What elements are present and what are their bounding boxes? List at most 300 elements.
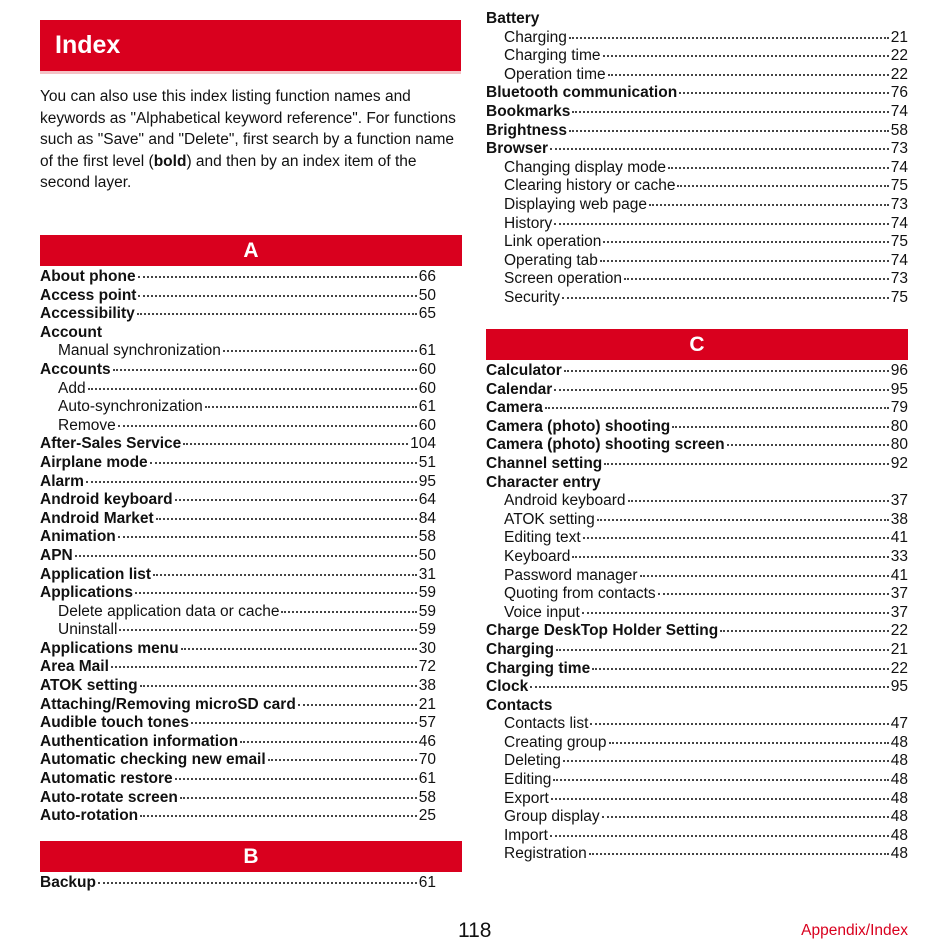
index-entry <box>40 733 436 752</box>
index-entry <box>40 640 436 659</box>
dot-leader <box>175 499 417 501</box>
entry-term: Accounts <box>40 360 111 378</box>
intro-text-1: You can also use this index listing function names and keywords as "Alphabetical keyword reference". For functions such as "Save" and "Delete", first search by a function name of the first level ( <box>40 88 456 170</box>
dot-leader <box>592 668 889 670</box>
entry-term: About phone <box>40 268 136 285</box>
entry-term: Applications <box>40 584 134 602</box>
entry-page-number[interactable]: 22 <box>890 659 908 677</box>
dot-leader <box>138 276 417 278</box>
dot-leader <box>609 742 889 744</box>
entry-term: Displaying web page <box>504 195 648 213</box>
entry-term: Manual synchronization <box>58 342 221 360</box>
dot-leader <box>140 685 417 687</box>
index-entry <box>40 677 436 696</box>
entry-page-number[interactable]: 74 <box>890 251 908 269</box>
entry-term: Attaching/Removing microSD card <box>40 695 296 713</box>
dot-leader <box>603 55 889 57</box>
entry-page-number[interactable]: 80 <box>890 417 908 435</box>
entry-term: Calculator <box>486 362 562 379</box>
entry-page-number[interactable]: 72 <box>418 658 436 676</box>
entry-page-number[interactable]: 21 <box>418 695 436 713</box>
entry-page-number[interactable]: 92 <box>890 454 908 472</box>
dot-leader <box>550 148 889 150</box>
entry-page-number[interactable]: 37 <box>890 585 908 603</box>
entry-page-number[interactable]: 48 <box>890 752 908 770</box>
entry-page-number[interactable]: 59 <box>418 602 436 620</box>
intro-text-2: ) and then by an index item of the second layer. <box>40 152 417 191</box>
entry-page-number[interactable]: 66 <box>418 268 436 285</box>
dot-leader <box>268 759 417 761</box>
entry-page-number[interactable]: 38 <box>418 677 436 695</box>
index-entry <box>40 435 436 454</box>
index-entry <box>40 324 436 343</box>
index-subentry <box>40 342 436 361</box>
index-entry <box>40 510 436 529</box>
index-entry <box>486 10 908 29</box>
index-entry <box>486 474 908 493</box>
intro-bold-word: bold <box>153 152 187 170</box>
dot-leader <box>88 388 417 390</box>
dot-leader <box>183 443 408 445</box>
entry-term: Camera <box>486 399 543 417</box>
entry-term: APN <box>40 546 73 564</box>
index-subentry <box>486 734 908 753</box>
index-subentry <box>486 567 908 586</box>
entry-page-number[interactable]: 79 <box>890 399 908 417</box>
entry-page-number[interactable]: 48 <box>890 826 908 844</box>
index-entry <box>486 660 908 679</box>
index-entry <box>486 122 908 141</box>
dot-leader <box>530 686 889 688</box>
entry-page-number[interactable]: 73 <box>890 195 908 213</box>
index-subentry <box>486 29 908 48</box>
entry-page-number[interactable]: 59 <box>418 621 436 639</box>
entry-term: Authentication information <box>40 732 239 750</box>
dot-leader <box>604 463 888 465</box>
entry-term: Uninstall <box>58 621 118 639</box>
dot-leader <box>572 111 888 113</box>
entry-term: Registration <box>504 845 587 863</box>
entry-page-number[interactable]: 60 <box>418 360 436 378</box>
index-entry <box>40 473 436 492</box>
entry-page-number[interactable]: 95 <box>418 472 436 490</box>
entry-page-number[interactable]: 74 <box>890 214 908 232</box>
entry-term: Contacts <box>486 696 553 714</box>
index-entry <box>486 436 908 455</box>
entry-page-number[interactable]: 21 <box>890 28 908 46</box>
entry-page-number[interactable]: 51 <box>418 453 436 471</box>
index-entry <box>40 751 436 770</box>
entry-term: Link operation <box>504 233 602 251</box>
entry-term: Android keyboard <box>40 491 173 509</box>
entry-page-number[interactable]: 37 <box>890 603 908 621</box>
entry-page-number[interactable]: 21 <box>890 640 908 658</box>
entry-page-number[interactable]: 61 <box>418 874 436 891</box>
dot-leader <box>156 518 417 520</box>
dot-leader <box>602 816 889 818</box>
entry-term: Application list <box>40 565 152 583</box>
page-title: Index <box>55 31 121 59</box>
entry-term: Add <box>58 379 86 397</box>
entry-term: Android keyboard <box>504 492 626 510</box>
entry-term: Contacts list <box>504 715 589 733</box>
entry-term: Browser <box>486 140 549 158</box>
section-header-a: A <box>40 235 462 266</box>
dot-leader <box>583 537 889 539</box>
entry-term: Character entry <box>486 473 601 491</box>
entry-page-number[interactable]: 33 <box>890 547 908 565</box>
entry-term: Charging time <box>504 47 601 65</box>
dot-leader <box>298 704 417 706</box>
entry-page-number[interactable]: 104 <box>410 435 436 453</box>
entry-term: Battery <box>486 10 540 27</box>
dot-leader <box>281 611 416 613</box>
dot-leader <box>138 295 416 297</box>
entry-term: After-Sales Service <box>40 435 182 453</box>
index-entry <box>486 418 908 437</box>
index-subentry <box>40 603 436 622</box>
entry-term: Account <box>40 323 102 341</box>
entry-page-number[interactable]: 25 <box>418 807 436 825</box>
entry-term: Voice input <box>504 603 580 621</box>
dot-leader <box>150 462 417 464</box>
index-subentry <box>486 529 908 548</box>
index-entry <box>40 547 436 566</box>
dot-leader <box>562 297 889 299</box>
index-subentry <box>486 177 908 196</box>
dot-leader <box>181 648 417 650</box>
dot-leader <box>545 407 889 409</box>
entry-page-number[interactable]: 84 <box>418 509 436 527</box>
index-subentry <box>486 808 908 827</box>
entry-page-number[interactable]: 60 <box>418 416 436 434</box>
index-subentry <box>486 845 908 864</box>
dot-leader <box>75 555 417 557</box>
index-subentry <box>40 380 436 399</box>
dot-leader <box>590 723 888 725</box>
dot-leader <box>223 350 417 352</box>
entry-term: Access point <box>40 286 137 304</box>
index-subentry <box>40 417 436 436</box>
entry-page-number[interactable]: 47 <box>890 715 908 733</box>
entry-term: Operation time <box>504 65 606 83</box>
index-entry <box>40 789 436 808</box>
entry-term: Backup <box>40 874 96 891</box>
section-header-b: B <box>40 841 462 872</box>
index-entry <box>486 103 908 122</box>
entry-page-number[interactable]: 58 <box>890 121 908 139</box>
index-list-a <box>40 268 436 826</box>
entry-page-number[interactable]: 61 <box>418 342 436 360</box>
entry-page-number[interactable]: 70 <box>418 751 436 769</box>
index-entry <box>40 584 436 603</box>
dot-leader <box>589 853 889 855</box>
entry-term: Animation <box>40 528 116 546</box>
entry-term: Alarm <box>40 472 84 490</box>
index-entry <box>486 678 908 697</box>
entry-term: Calendar <box>486 380 553 398</box>
dot-leader <box>175 778 417 780</box>
entry-term: Camera (photo) shooting <box>486 417 671 435</box>
index-entry <box>40 658 436 677</box>
index-entry <box>486 622 908 641</box>
entry-term: Camera (photo) shooting screen <box>486 436 725 454</box>
entry-page-number[interactable]: 37 <box>890 492 908 510</box>
entry-page-number[interactable]: 76 <box>890 84 908 102</box>
dot-leader <box>550 835 889 837</box>
dot-leader <box>572 556 888 558</box>
entry-page-number[interactable]: 50 <box>418 286 436 304</box>
entry-term: Bluetooth communication <box>486 84 678 102</box>
dot-leader <box>569 37 889 39</box>
entry-page-number[interactable]: 38 <box>890 510 908 528</box>
entry-term: Accessibility <box>40 305 135 323</box>
entry-page-number[interactable]: 59 <box>418 584 436 602</box>
entry-term: Audible touch tones <box>40 714 189 732</box>
dot-leader <box>553 779 888 781</box>
dot-leader <box>556 649 889 651</box>
entry-page-number[interactable]: 58 <box>418 788 436 806</box>
index-entry <box>40 491 436 510</box>
dot-leader <box>118 536 417 538</box>
dot-leader <box>727 444 889 446</box>
entry-term: ATOK setting <box>40 677 138 695</box>
index-list-b <box>40 874 436 893</box>
dot-leader <box>98 882 417 884</box>
entry-term: Auto-rotation <box>40 807 139 825</box>
entry-term: Deleting <box>504 752 561 770</box>
entry-term: Area Mail <box>40 658 109 676</box>
entry-page-number[interactable]: 22 <box>890 65 908 83</box>
index-subentry <box>486 215 908 234</box>
entry-page-number[interactable]: 74 <box>890 102 908 120</box>
entry-term: Password manager <box>504 566 638 584</box>
entry-page-number[interactable]: 74 <box>890 158 908 176</box>
entry-term: Security <box>504 288 560 306</box>
entry-term: Quoting from contacts <box>504 585 656 603</box>
entry-term: Keyboard <box>504 547 571 565</box>
index-entry <box>40 361 436 380</box>
dot-leader <box>135 592 417 594</box>
entry-term: ATOK setting <box>504 510 595 528</box>
index-entry <box>40 807 436 826</box>
entry-term: Charging <box>486 640 555 658</box>
entry-term: Clearing history or cache <box>504 177 676 195</box>
section-header-c: C <box>486 329 908 360</box>
index-entry <box>486 399 908 418</box>
dot-leader <box>113 369 417 371</box>
dot-leader <box>640 575 889 577</box>
index-subentry <box>486 752 908 771</box>
dot-leader <box>649 204 889 206</box>
entry-page-number[interactable]: 60 <box>418 379 436 397</box>
dot-leader <box>564 370 889 372</box>
index-entry <box>40 874 436 893</box>
index-subentry <box>486 790 908 809</box>
dot-leader <box>600 260 889 262</box>
dot-leader <box>608 74 889 76</box>
dot-leader <box>140 815 417 817</box>
entry-term: Group display <box>504 808 600 826</box>
entry-page-number[interactable]: 48 <box>890 808 908 826</box>
index-entry <box>40 528 436 547</box>
dot-leader <box>720 630 889 632</box>
entry-term: Charging <box>504 28 567 46</box>
entry-page-number[interactable]: 22 <box>890 47 908 65</box>
entry-term: Automatic restore <box>40 770 173 788</box>
index-entry <box>486 140 908 159</box>
entry-page-number[interactable]: 31 <box>418 565 436 583</box>
entry-page-number[interactable]: 61 <box>418 770 436 788</box>
index-subentry <box>486 252 908 271</box>
entry-term: Remove <box>58 416 116 434</box>
dot-leader <box>597 519 889 521</box>
index-entry <box>486 362 908 381</box>
dot-leader <box>86 481 417 483</box>
entry-term: Bookmarks <box>486 102 571 120</box>
entry-page-number[interactable]: 80 <box>890 436 908 454</box>
index-subentry <box>486 548 908 567</box>
dot-leader <box>658 593 889 595</box>
index-entry <box>486 381 908 400</box>
entry-term: Channel setting <box>486 454 603 472</box>
entry-term: Brightness <box>486 121 567 139</box>
index-subentry <box>486 66 908 85</box>
dot-leader <box>240 741 417 743</box>
entry-term: Screen operation <box>504 270 623 288</box>
entry-page-number[interactable]: 48 <box>890 733 908 751</box>
index-subentry <box>486 159 908 178</box>
dot-leader <box>563 760 889 762</box>
dot-leader <box>119 629 416 631</box>
index-entry <box>40 714 436 733</box>
dot-leader <box>191 722 417 724</box>
dot-leader <box>554 223 889 225</box>
entry-page-number[interactable]: 58 <box>418 528 436 546</box>
index-subentry <box>40 621 436 640</box>
entry-term: Editing <box>504 771 552 789</box>
entry-term: Operating tab <box>504 251 598 269</box>
index-entry <box>486 697 908 716</box>
index-subentry <box>486 233 908 252</box>
index-subentry <box>486 47 908 66</box>
entry-term: Editing text <box>504 529 581 547</box>
index-subentry <box>40 398 436 417</box>
index-subentry <box>486 492 908 511</box>
entry-term: Charge DeskTop Holder Setting <box>486 622 719 640</box>
entry-term: Automatic checking new email <box>40 751 266 769</box>
index-list-c <box>486 362 908 864</box>
entry-page-number[interactable]: 64 <box>418 491 436 509</box>
entry-term: Import <box>504 826 548 844</box>
entry-page-number[interactable]: 65 <box>418 305 436 323</box>
entry-page-number[interactable]: 48 <box>890 845 908 863</box>
entry-page-number[interactable]: 41 <box>890 566 908 584</box>
entry-term: Applications menu <box>40 639 179 657</box>
dot-leader <box>603 241 888 243</box>
entry-page-number[interactable]: 73 <box>890 140 908 158</box>
dot-leader <box>551 798 889 800</box>
entry-term: Delete application data or cache <box>58 602 280 620</box>
index-subentry <box>486 196 908 215</box>
dot-leader <box>679 92 889 94</box>
index-subentry <box>486 771 908 790</box>
index-subentry <box>486 270 908 289</box>
entry-page-number[interactable]: 22 <box>890 622 908 640</box>
dot-leader <box>582 612 889 614</box>
dot-leader <box>624 278 889 280</box>
index-entry <box>40 696 436 715</box>
dot-leader <box>677 185 888 187</box>
entry-term: Auto-synchronization <box>58 398 203 416</box>
index-entry <box>40 268 436 287</box>
dot-leader <box>111 666 417 668</box>
entry-page-number[interactable]: 46 <box>418 732 436 750</box>
dot-leader <box>153 574 417 576</box>
entry-term: History <box>504 214 553 232</box>
index-entry <box>40 305 436 324</box>
entry-page-number[interactable]: 75 <box>890 233 908 251</box>
index-entry <box>486 455 908 474</box>
index-subentry <box>486 289 908 308</box>
entry-page-number[interactable]: 61 <box>418 398 436 416</box>
index-subentry <box>486 585 908 604</box>
footer-section-link[interactable]: Appendix/Index <box>801 922 908 939</box>
index-subentry <box>486 715 908 734</box>
entry-page-number[interactable]: 30 <box>418 639 436 657</box>
entry-page-number[interactable]: 95 <box>890 380 908 398</box>
dot-leader <box>137 313 417 315</box>
dot-leader <box>628 500 889 502</box>
entry-page-number[interactable]: 96 <box>890 362 908 379</box>
index-subentry <box>486 604 908 623</box>
entry-page-number[interactable]: 50 <box>418 546 436 564</box>
index-subentry <box>486 827 908 846</box>
entry-term: Creating group <box>504 733 607 751</box>
dot-leader <box>668 167 889 169</box>
index-entry <box>40 287 436 306</box>
index-list-b-continued <box>486 10 908 308</box>
dot-leader <box>205 406 417 408</box>
page-number: 118 <box>458 919 492 942</box>
dot-leader <box>118 425 417 427</box>
entry-page-number[interactable]: 73 <box>890 270 908 288</box>
index-entry <box>40 566 436 585</box>
dot-leader <box>569 130 889 132</box>
index-title-bar <box>40 20 461 71</box>
dot-leader <box>180 797 417 799</box>
index-subentry <box>486 511 908 530</box>
index-entry <box>486 641 908 660</box>
entry-term: Clock <box>486 678 529 696</box>
entry-page-number[interactable]: 75 <box>890 288 908 306</box>
index-entry <box>40 454 436 473</box>
entry-page-number[interactable]: 75 <box>890 177 908 195</box>
entry-term: Charging time <box>486 659 591 677</box>
entry-page-number[interactable]: 48 <box>890 771 908 789</box>
entry-page-number[interactable]: 95 <box>890 678 908 696</box>
entry-term: Android Market <box>40 509 154 527</box>
entry-term: Airplane mode <box>40 453 148 471</box>
intro-paragraph <box>40 86 462 194</box>
entry-term: Changing display mode <box>504 158 666 176</box>
entry-page-number[interactable]: 41 <box>890 529 908 547</box>
dot-leader <box>554 389 888 391</box>
entry-page-number[interactable]: 57 <box>418 714 436 732</box>
entry-term: Auto-rotate screen <box>40 788 178 806</box>
index-entry <box>40 770 436 789</box>
entry-page-number[interactable]: 48 <box>890 789 908 807</box>
